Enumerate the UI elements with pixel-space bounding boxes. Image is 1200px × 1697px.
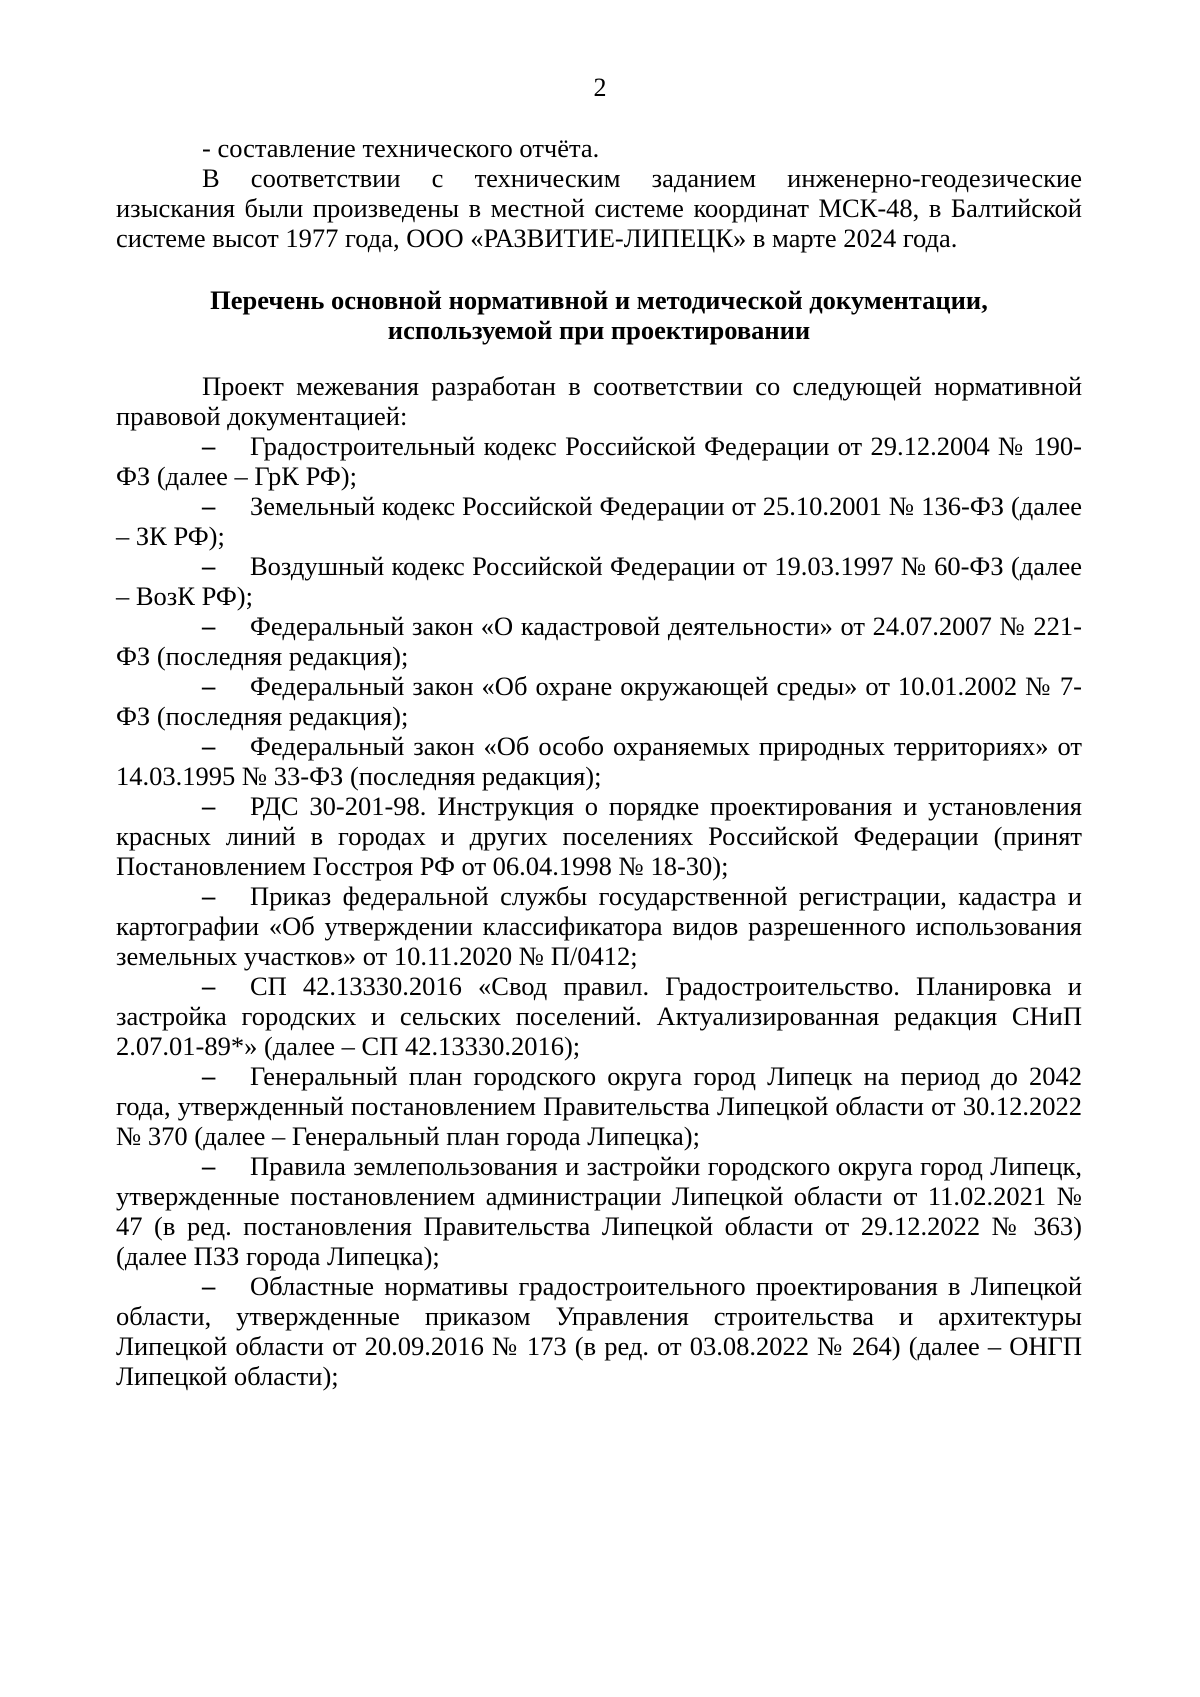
list-bullet-dash: – <box>202 1061 216 1091</box>
list-bullet-dash: – <box>202 1151 216 1181</box>
section-heading-line-1: Перечень основной нормативной и методической документации, <box>210 285 988 315</box>
list-item <box>116 491 1082 551</box>
list-item-text: СП 42.13330.2016 «Свод правил. Градостроительство. Планировка и застройка городских и сельских поселений. Актуализированная редакция СНиП 2.07.01-89*» (далее – СП 42.13330.2016); <box>116 971 1082 1061</box>
list-bullet-dash: – <box>202 491 216 521</box>
list-item-text: Федеральный закон «Об охране окружающей среды» от 10.01.2002 № 7-ФЗ (последняя редакция); <box>116 671 1082 731</box>
intro-paragraph: В соответствии с техническим заданием инженерно-геодезические изыскания были произведены в местной системе координат МСК-48, в Балтийской системе высот 1977 года, ООО «РАЗВИТИЕ-ЛИПЕЦК» в марте 2024 года. <box>116 163 1082 253</box>
list-item <box>116 731 1082 791</box>
list-bullet-dash: – <box>202 611 216 641</box>
list-item <box>116 611 1082 671</box>
list-bullet-dash: – <box>202 971 216 1001</box>
document-body <box>116 133 1082 1391</box>
list-bullet-dash: – <box>202 791 216 821</box>
section-heading-line-2: используемой при проектировании <box>387 315 811 345</box>
page-number: 2 <box>593 73 607 102</box>
list-item <box>116 551 1082 611</box>
list-bullet-dash: – <box>202 731 216 761</box>
list-item-text: Воздушный кодекс Российской Федерации от 19.03.1997 № 60-ФЗ (далее – ВозК РФ); <box>116 551 1082 611</box>
list-item <box>116 671 1082 731</box>
list-item <box>116 971 1082 1061</box>
list-item <box>116 1151 1082 1271</box>
list-bullet-dash: – <box>202 671 216 701</box>
section-heading <box>116 285 1082 345</box>
normative-documents-list <box>116 431 1082 1391</box>
lead-paragraph: Проект межевания разработан в соответствии со следующей нормативной правовой документацией: <box>116 371 1082 431</box>
list-item-text: Федеральный закон «О кадастровой деятельности» от 24.07.2007 № 221-ФЗ (последняя редакция); <box>116 611 1082 671</box>
list-item-text: РДС 30-201-98. Инструкция о порядке проектирования и установления красных линий в городах и других поселениях Российской Федерации (принят Постановлением Госстроя РФ от 06.04.1998 № 18-30); <box>116 791 1082 881</box>
list-bullet-dash: – <box>202 881 216 911</box>
list-item-text: Правила землепользования и застройки городского округа город Липецк, утвержденные постановлением администрации Липецкой области от 11.02.2021 № 47 (в ред. постановления Правительства Липецкой области от 29.12.2022 № 363) (далее ПЗЗ города Липецка); <box>116 1151 1082 1271</box>
list-item <box>116 791 1082 881</box>
list-item-text: Генеральный план городского округа город Липецк на период до 2042 года, утвержденный постановлением Правительства Липецкой области от 30.12.2022 № 370 (далее – Генеральный план города Липецка); <box>116 1061 1082 1151</box>
list-item <box>116 1061 1082 1151</box>
list-bullet-dash: – <box>202 1271 216 1301</box>
list-item <box>116 431 1082 491</box>
list-bullet-dash: – <box>202 431 216 461</box>
list-item-text: Федеральный закон «Об особо охраняемых природных территориях» от 14.03.1995 № 33-ФЗ (последняя редакция); <box>116 731 1082 791</box>
list-item-text: Приказ федеральной службы государственной регистрации, кадастра и картографии «Об утверждении классификатора видов разрешенного использования земельных участков» от 10.11.2020 № П/0412; <box>116 881 1082 971</box>
list-item <box>116 1271 1082 1391</box>
list-item-text: Областные нормативы градостроительного проектирования в Липецкой области, утвержденные приказом Управления строительства и архитектуры Липецкой области от 20.09.2016 № 173 (в ред. от 03.08.2022 № 264) (далее – ОНГП Липецкой области); <box>116 1271 1082 1391</box>
intro-line: - составление технического отчёта. <box>202 133 600 163</box>
list-bullet-dash: – <box>202 551 216 581</box>
list-item-text: Земельный кодекс Российской Федерации от 25.10.2001 № 136-ФЗ (далее – ЗК РФ); <box>116 491 1082 551</box>
list-item-text: Градостроительный кодекс Российской Федерации от 29.12.2004 № 190-ФЗ (далее – ГрК РФ); <box>116 431 1082 491</box>
list-item <box>116 881 1082 971</box>
